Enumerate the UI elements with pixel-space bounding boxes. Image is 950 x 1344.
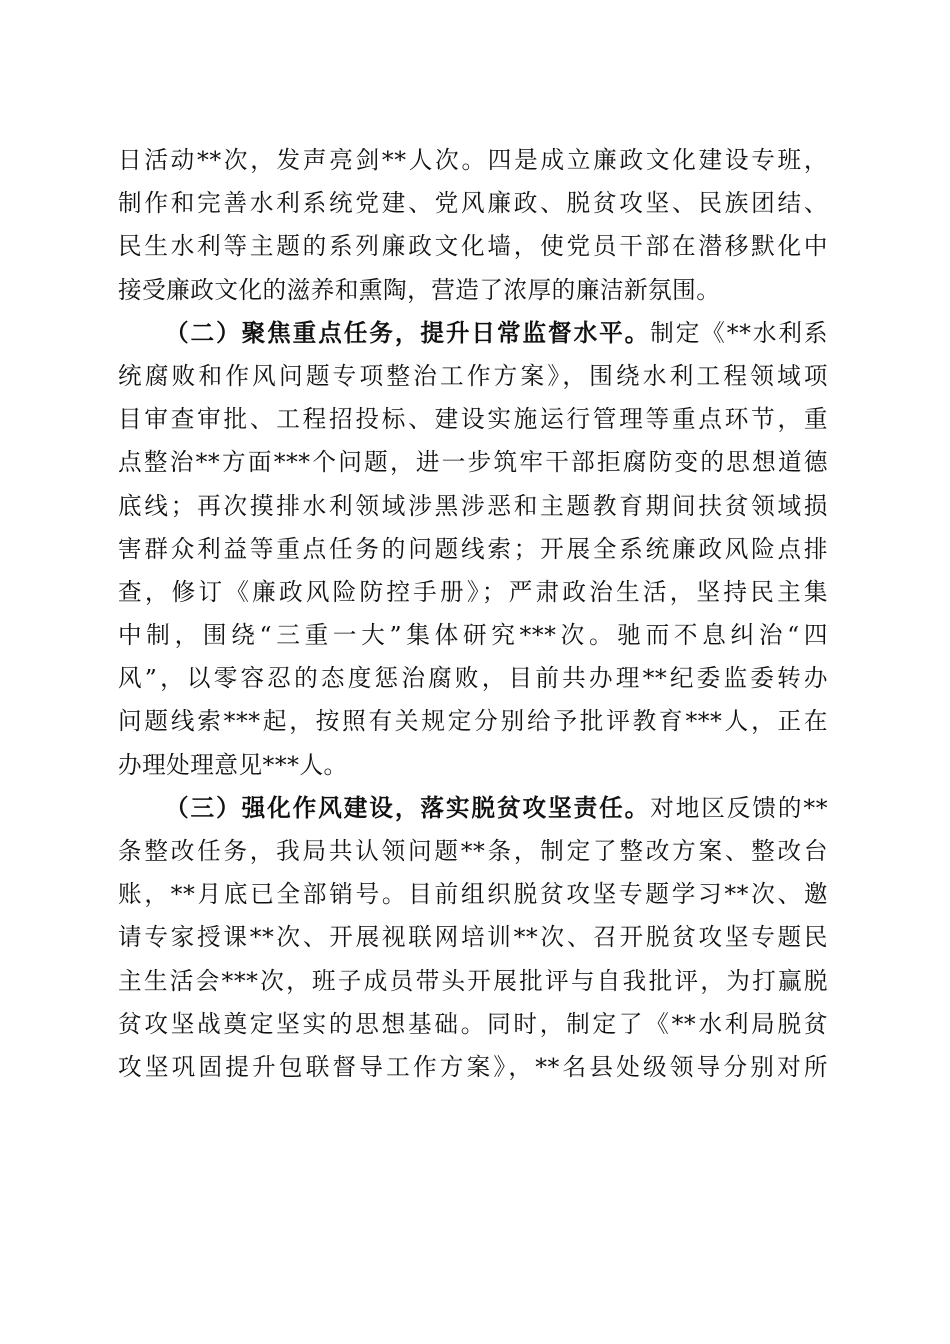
text-line	[118, 312, 828, 355]
text-line: 贫攻坚战奠定坚实的思想基础。同时，制定了《**水利局脱贫	[118, 1009, 828, 1038]
text-line: 制作和完善水利系统党建、党风廉政、脱贫攻坚、民族团结、	[118, 189, 828, 218]
section-heading-2: （二）聚焦重点任务，提升日常监督水平。	[165, 318, 651, 347]
text-line	[118, 787, 828, 830]
text-line: 办理处理意见***人。	[118, 750, 348, 779]
section-heading-3: （三）强化作风建设，落实脱贫攻坚责任。	[165, 793, 651, 822]
text-line: 中制，围绕“三重一大”集体研究***次。驰而不息纠治“四	[118, 621, 828, 650]
document-body	[118, 139, 828, 1089]
text-line-rest: 制定《**水利系	[650, 318, 828, 347]
text-line: 点整治**方面***个问题，进一步筑牢干部拒腐防变的思想道德	[118, 448, 828, 477]
text-line: 查，修订《廉政风险防控手册》；严肃政治生活，坚持民主集	[118, 577, 828, 606]
text-line-rest: 对地区反馈的**	[650, 793, 828, 822]
text-line: 账，**月底已全部销号。目前组织脱贫攻坚专题学习**次、邀	[118, 880, 828, 909]
text-line: 接受廉政文化的滋养和熏陶，营造了浓厚的廉洁新氛围。	[118, 275, 721, 304]
text-line: 请专家授课**次、开展视联网培训**次、召开脱贫攻坚专题民	[118, 923, 828, 952]
text-line: 风”，以零容忍的态度惩治腐败，目前共办理**纪委监委转办	[118, 664, 828, 693]
paragraph-1	[118, 139, 828, 312]
paragraph-3	[118, 787, 828, 1089]
text-line: 害群众利益等重点任务的问题线索；开展全系统廉政风险点排	[118, 534, 828, 563]
text-line: 主生活会***次，班子成员带头开展批评与自我批评，为打赢脱	[118, 966, 828, 995]
text-line: 统腐败和作风问题专项整治工作方案》，围绕水利工程领域项	[118, 361, 828, 390]
text-line: 民生水利等主题的系列廉政文化墙，使党员干部在潜移默化中	[118, 232, 828, 261]
text-line: 攻坚巩固提升包联督导工作方案》，**名县处级领导分别对所	[118, 1052, 828, 1081]
text-line: 问题线索***起，按照有关规定分别给予批评教育***人，正在	[118, 707, 828, 736]
text-line: 目审查审批、工程招投标、建设实施运行管理等重点环节，重	[118, 405, 828, 434]
text-line: 日活动**次，发声亮剑**人次。四是成立廉政文化建设专班，	[118, 146, 828, 174]
paragraph-2	[118, 312, 828, 787]
text-line: 条整改任务，我局共认领问题**条，制定了整改方案、整改台	[118, 837, 828, 865]
text-line: 底线；再次摸排水利领域涉黑涉恶和主题教育期间扶贫领域损	[118, 491, 828, 520]
